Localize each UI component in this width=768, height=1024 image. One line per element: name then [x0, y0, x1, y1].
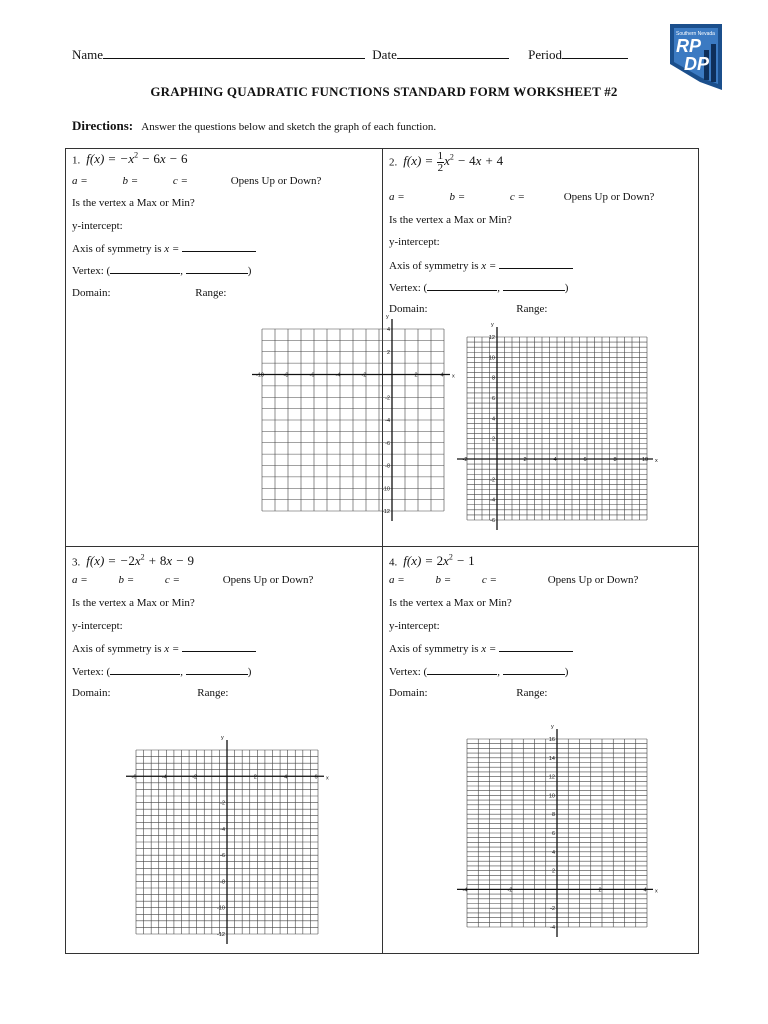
problem-number: 4. [389, 556, 398, 569]
vertex-question: Is the vertex a Max or Min? [72, 597, 195, 609]
range-label: Range: [197, 687, 229, 699]
axis-answer-blank[interactable] [182, 642, 256, 652]
y-tick-label: 14 [548, 755, 555, 762]
b-label: b = [118, 574, 135, 586]
a-label: a = [72, 574, 88, 586]
x-axis-label: x [655, 458, 658, 464]
x-tick-label: 4 [553, 457, 557, 463]
y-tick-label: 4 [491, 416, 495, 423]
a-label: a = [72, 175, 88, 187]
y-intercept-label: y-intercept: [389, 620, 440, 632]
x-tick-label: -2 [361, 372, 367, 379]
problem-equation: $f(x) = -2x^2 + 8x - 9$ [83, 553, 194, 569]
b-label: b = [449, 191, 466, 203]
y-tick-label: -6 [490, 518, 495, 524]
opens-question: Opens Up or Down? [230, 175, 322, 187]
coordinate-grid[interactable] [124, 716, 334, 936]
problem-equation: $f(x) = -x^2 - 6x - 6$ [83, 151, 188, 167]
x-tick-label: 2 [414, 372, 418, 379]
y-tick-label: 6 [491, 396, 495, 402]
y-tick-label: -2 [490, 477, 495, 484]
directions-text: Answer the questions below and sketch the graph of each function. [141, 121, 437, 133]
c-label: c = [164, 574, 180, 586]
y-tick-label: 16 [548, 737, 555, 743]
y-axis-label: y [551, 724, 554, 730]
x-tick-label: -4 [462, 887, 468, 894]
axis-label: Axis of symmetry is [389, 643, 479, 655]
name-label: Name [72, 47, 104, 62]
logo-text-bottom: DP [684, 54, 710, 74]
x-tick-label: -2 [462, 457, 468, 463]
y-tick-label: -8 [385, 463, 390, 470]
x-tick-label: -10 [256, 372, 264, 379]
name-field[interactable] [103, 46, 365, 59]
problem-equation: $f(x) = 2x^2 - 1$ [400, 553, 475, 569]
y-tick-label: 8 [491, 375, 495, 382]
c-label: c = [481, 574, 497, 586]
problem-1: 1. $f(x) = -x^2 - 6x - 6$ a = b = c = Opens Up or Down? Is the vertex a Max or Min? y-intercept: Axis of symmetry is x = Vertex: ( , ) Domain: Range: [72, 151, 322, 299]
x-tick-label: -6 [309, 372, 315, 379]
y-tick-label: -10 [382, 486, 390, 493]
x-tick-label: 2 [523, 457, 527, 463]
a-label: a = [389, 191, 405, 203]
problem-4: 4. $f(x) = 2x^2 - 1$ a = b = c = Opens Up or Down? Is the vertex a Max or Min? y-intercept: Axis of symmetry is x = Vertex: ( , ) Domain: Range: [389, 553, 639, 699]
y-axis-label: y [491, 322, 494, 328]
y-tick-label: -6 [220, 853, 225, 860]
c-label: c = [509, 191, 525, 203]
x-tick-label: 10 [641, 457, 649, 463]
vertex-question: Is the vertex a Max or Min? [389, 597, 512, 609]
problem-equation: f(x) = $\frac{1}{2}$ $x^2 - 4x + 4$ [400, 150, 504, 174]
problem-number: 2. [389, 156, 398, 169]
x-tick-label: 4 [643, 887, 647, 894]
axis-answer-blank[interactable] [182, 242, 256, 252]
y-axis-label: y [386, 314, 389, 320]
a-label: a = [389, 574, 405, 586]
vertex-x-blank[interactable] [427, 281, 497, 291]
axis-label: Axis of symmetry is [389, 260, 479, 272]
y-intercept-label: y-intercept: [72, 620, 123, 632]
b-label: b = [122, 175, 139, 187]
x-tick-label: 2 [253, 774, 257, 781]
x-tick-label: -2 [507, 887, 513, 894]
x-tick-label: 4 [440, 372, 444, 379]
opens-question: Opens Up or Down? [222, 574, 314, 586]
period-label: Period [528, 47, 563, 62]
logo-text-top: Southern Nevada [676, 31, 715, 37]
y-tick-label: -4 [385, 418, 390, 424]
domain-label: Domain: [389, 687, 428, 699]
b-label: b = [435, 574, 452, 586]
y-tick-label: -2 [550, 906, 555, 913]
vertex-x-blank[interactable] [427, 665, 497, 675]
y-tick-label: -8 [220, 879, 225, 886]
y-tick-label: -4 [220, 826, 225, 833]
coordinate-grid[interactable] [124, 312, 455, 528]
vertex-label: Vertex: [72, 666, 104, 678]
directions-label: Directions: [72, 118, 134, 133]
vertex-x-blank[interactable] [110, 264, 180, 274]
y-intercept-label: y-intercept: [389, 236, 440, 248]
x-axis-label: x [326, 775, 329, 782]
directions [72, 118, 436, 134]
axis-label: Axis of symmetry is [72, 243, 162, 255]
range-label: Range: [516, 303, 548, 315]
domain-label: Domain: [389, 303, 428, 315]
vertex-label: Vertex: [389, 282, 421, 294]
range-label: Range: [516, 687, 548, 699]
y-tick-label: 8 [551, 812, 555, 819]
vertex-question: Is the vertex a Max or Min? [389, 214, 512, 226]
vertex-x-blank[interactable] [110, 665, 180, 675]
x-tick-label: 4 [284, 774, 288, 781]
vertex-y-blank[interactable] [186, 665, 248, 675]
vertex-label: Vertex: [72, 265, 104, 277]
axis-variable: x = [481, 643, 497, 655]
worksheet-title: GRAPHING QUADRATIC FUNCTIONS STANDARD FORM WORKSHEET #2 [150, 84, 618, 99]
y-tick-label: 10 [488, 355, 495, 362]
x-tick-label: -4 [161, 774, 167, 781]
vertex-y-blank[interactable] [503, 665, 565, 675]
c-label: c = [172, 175, 188, 187]
opens-question: Opens Up or Down? [563, 191, 655, 203]
x-tick-label: -6 [131, 774, 137, 781]
y-tick-label: -2 [385, 395, 390, 402]
y-tick-label: -6 [385, 440, 390, 447]
y-tick-label: -10 [217, 905, 225, 912]
y-axis-label: y [221, 735, 224, 741]
y-tick-label: 10 [548, 793, 555, 800]
vertex-question: Is the vertex a Max or Min? [72, 197, 195, 209]
problem-2: 2. f(x) = $\frac{1}{2}$ $x^2 - 4x + 4$ a = b = c = Opens Up or Down? Is the vertex a Max or Min? y-intercept: Axis of symmetry is x = Vertex: ( , ) Domain: Range: [389, 150, 655, 315]
table-vertical-divider [382, 149, 383, 953]
x-tick-label: -4 [335, 372, 341, 379]
x-tick-label: 2 [598, 887, 602, 894]
range-label: Range: [195, 287, 227, 299]
y-tick-label: 4 [551, 849, 555, 856]
y-tick-label: -12 [217, 932, 225, 938]
opens-question: Opens Up or Down? [547, 574, 639, 586]
date-label: Date [372, 47, 397, 62]
y-tick-label: 2 [386, 349, 390, 356]
coordinate-grid[interactable] [455, 720, 665, 934]
axis-variable: x = [481, 260, 497, 272]
axis-answer-blank[interactable] [499, 642, 573, 652]
y-tick-label: 12 [488, 335, 495, 341]
y-tick-label: -4 [490, 497, 495, 504]
vertex-y-blank[interactable] [186, 264, 248, 274]
x-axis-label: x [452, 373, 455, 380]
axis-answer-blank[interactable] [499, 259, 573, 269]
x-axis-label: x [655, 888, 658, 895]
x-tick-label: 8 [613, 457, 617, 463]
y-tick-label: 6 [551, 831, 555, 837]
y-tick-label: 2 [491, 436, 495, 443]
y-tick-label: 12 [548, 774, 555, 781]
problem-3: 3. $f(x) = -2x^2 + 8x - 9$ a = b = c = Opens Up or Down? Is the vertex a Max or Min? y-intercept: Axis of symmetry is x = Vertex: ( , ) Domain: Range: [72, 553, 314, 699]
x-tick-label: 6 [314, 774, 318, 781]
axis-label: Axis of symmetry is [72, 643, 162, 655]
y-tick-label: -2 [220, 800, 225, 807]
x-tick-label: -8 [283, 372, 289, 379]
y-tick-label: 4 [386, 327, 390, 333]
x-tick-label: -2 [192, 774, 198, 781]
y-intercept-label: y-intercept: [72, 220, 123, 232]
logo-text-mid: RP [676, 36, 702, 56]
problem-number: 1. [72, 154, 81, 167]
axis-variable: x = [164, 643, 180, 655]
coordinate-grid[interactable] [455, 318, 665, 528]
name-date-period-line [72, 46, 628, 63]
x-tick-label: 6 [583, 457, 587, 463]
table-horizontal-divider [66, 546, 698, 547]
domain-label: Domain: [72, 287, 111, 299]
vertex-y-blank[interactable] [503, 281, 565, 291]
date-field[interactable] [397, 46, 509, 59]
axis-variable: x = [164, 243, 180, 255]
y-tick-label: 2 [551, 868, 555, 875]
y-tick-label: -4 [550, 925, 555, 931]
vertex-label: Vertex: [389, 666, 421, 678]
domain-label: Domain: [72, 687, 111, 699]
problem-number: 3. [72, 556, 81, 569]
period-field[interactable] [562, 46, 628, 59]
y-tick-label: -12 [382, 509, 390, 515]
